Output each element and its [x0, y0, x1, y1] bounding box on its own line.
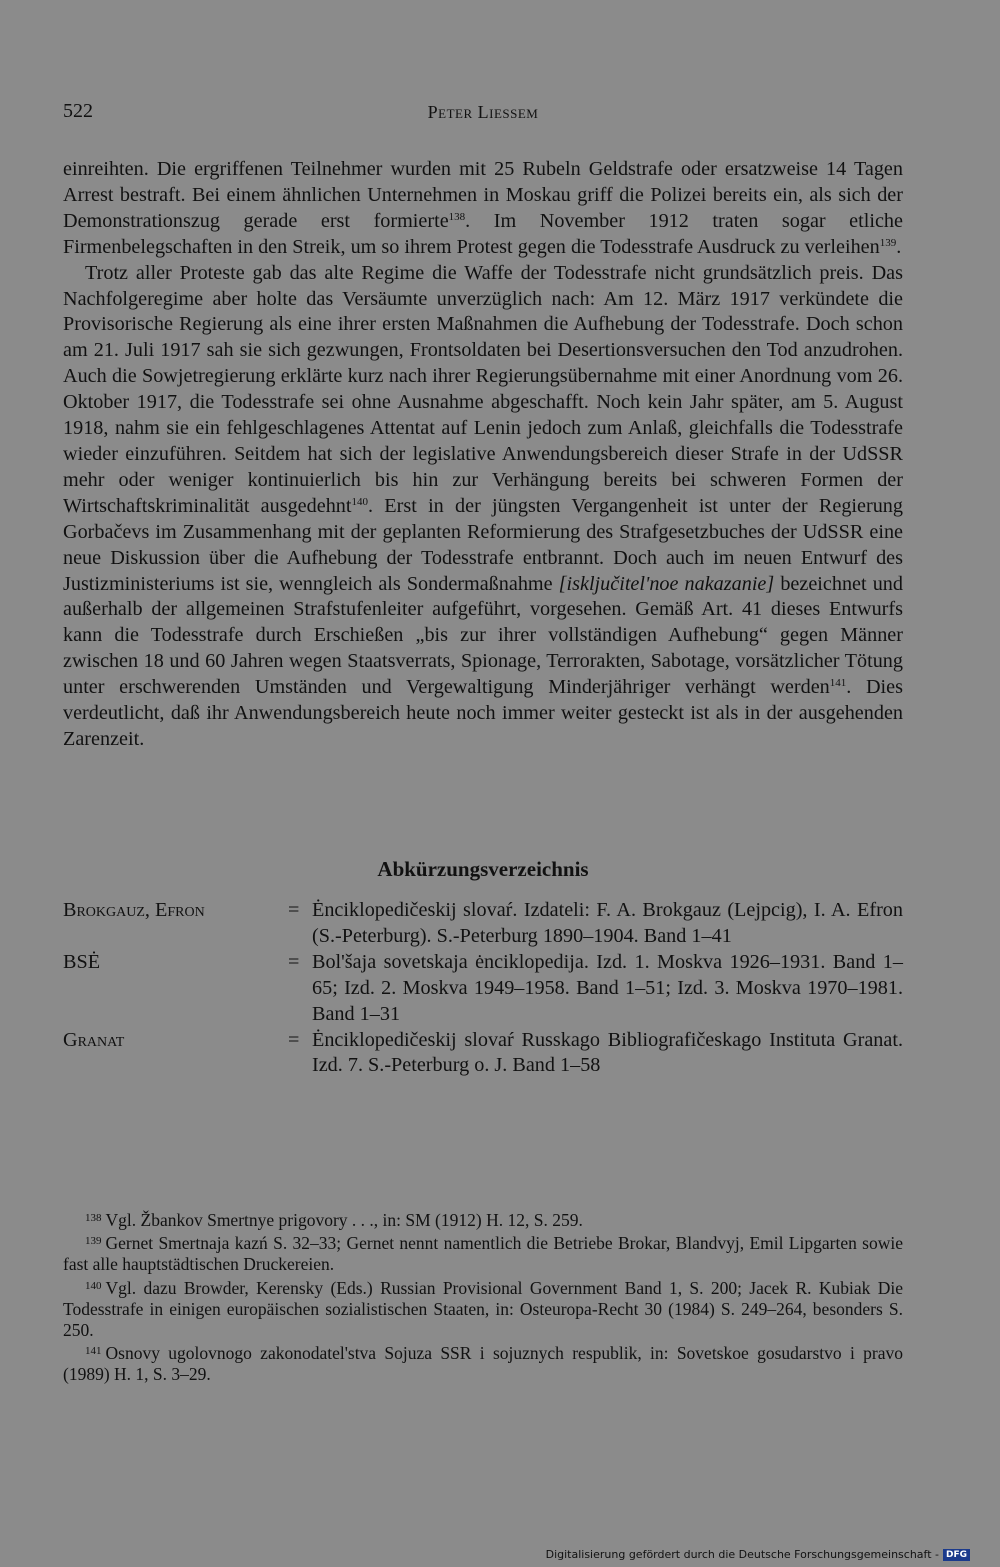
abbreviation-key: BSĖ: [63, 950, 101, 973]
footnote-text: Gernet Smertnaja kazń S. 32–33; Gernet nennt namentlich die Betriebe Brokar, Blandvyj, Emil Lipgarten sowie fast alle hauptstädtischen Druckereien.: [63, 1233, 903, 1275]
footnote-140: [63, 1276, 903, 1342]
footnote-text: Vgl. Žbankov Smertnye prigovory . . ., in: SM (1912) H. 12, S. 259.: [105, 1210, 583, 1230]
equals-sign: =: [288, 899, 300, 921]
footnote-number: 141: [85, 1345, 102, 1358]
credit-text: Digitalisierung gefördert durch die Deutsche Forschungsgemeinschaft -: [545, 1548, 939, 1561]
footnote-138: [63, 1208, 903, 1231]
paragraph-text: .: [896, 235, 902, 258]
abbreviation-value: Ėnciklopedičeskij slovaŕ Russkago Bibliografičeskago Instituta Granat. Izd. 7. S.-Peterburg o. J. Band 1–58: [312, 1028, 903, 1077]
abbreviation-list: [63, 898, 903, 1079]
page-number: 522: [63, 100, 93, 122]
paragraph-2: [63, 261, 903, 753]
paragraph-text: . Im November 1912 traten sogar etliche Firmenbelegschaften in den Streik, um so ihrem Protest gegen die Todesstrafe Ausdruck zu verleihen: [63, 209, 903, 258]
abbreviation-row: [63, 898, 903, 950]
page-header: [63, 100, 903, 130]
abbreviation-value: Bol'šaja sovetskaja ėnciklopedija. Izd. 1. Moskva 1926–1931. Band 1–65; Izd. 2. Moskva 1949–1958. Band 1–51; Izd. 3. Moskva 1970–1981. Band 1–31: [312, 950, 903, 1025]
footnote-number: 140: [85, 1279, 102, 1292]
abbreviation-row: [63, 1028, 903, 1080]
footnote-text: Vgl. dazu Browder, Kerensky (Eds.) Russian Provisional Government Band 1, S. 200; Jacek R. Kubiak Die Todesstrafe in einigen europäischen sozialistischen Staaten, in: Osteuropa-Recht 30 (1984) S. 249–264, besonders S. 250.: [63, 1277, 903, 1341]
paragraph-text: bezeichnet und außerhalb der allgemeinen Strafstufenleiter aufgeführt, vorgesehen. Gemäß Art. 41 dieses Entwurfs kann die Todesstrafe durch Erschießen „bis zur ihrer vollständigen Aufhebung“ gegen Männer zwischen 18 und 60 Jahren wegen Staatsverrats, Spionage, Terrorakten, Sabotage, vorsätzlicher Tötung unter erschwerenden Umständen und Vergewaltigung Minderjähriger verhängt werden: [63, 572, 903, 699]
footnote-ref-140: 140: [351, 495, 368, 508]
section-title: Abkürzungsverzeichnis: [377, 857, 589, 881]
abbreviation-key: Granat: [63, 1028, 125, 1051]
paragraph-1: [63, 157, 903, 261]
equals-sign: =: [288, 1028, 300, 1051]
footnote-number: 138: [85, 1212, 102, 1224]
footnotes: [63, 1208, 903, 1386]
footnote-139: [63, 1231, 903, 1275]
paragraph-text: . Dies verdeutlicht, daß ihr Anwendungsbereich heute noch immer weiter gesteckt ist als in der ausgehenden Zarenzeit.: [63, 676, 903, 750]
abbreviation-row: [63, 950, 903, 1028]
body-text: [63, 157, 903, 753]
italic-term: [isključitel'noe nakazanie]: [558, 572, 775, 595]
digitization-credit: [546, 1548, 970, 1561]
footnote-number: 139: [85, 1235, 102, 1248]
footnote-ref-141: 141: [829, 677, 847, 690]
dfg-logo: DFG: [943, 1549, 970, 1561]
footnote-text: Osnovy ugolovnogo zakonodatel'stva Sojuza SSR i sojuznych respublik, in: Sovetskoe gosudarstvo i pravo (1989) H. 1, S. 3–29.: [63, 1343, 903, 1385]
abbreviation-key: Brokgauz, Efron: [63, 899, 205, 921]
paragraph-text: einreihten. Die ergriffenen Teilnehmer wurden mit 25 Rubeln Geldstrafe oder ersatzweise 14 Tagen Arrest bestraft. Bei einem ähnlichen Unternehmen in Moskau griff die Polizei bereits ein, als sich der Demonstrationszug gerade erst formierte: [63, 158, 903, 232]
running-head: Peter Liessem: [427, 102, 539, 122]
paragraph-text: . Erst in der jüngsten Vergangenheit ist unter der Regierung Gorbačevs im Zusammenhang mit der geplanten Reformierung des Strafgesetzbuches der UdSSR eine neue Diskussion über die Aufhebung der Todesstrafe entbrannt. Doch auch im neuen Entwurf des Justizministeriums ist sie, wenngleich als Sondermaßnahme: [63, 494, 903, 595]
footnote-ref-139: 139: [879, 236, 897, 249]
footnote-ref-138: 138: [448, 210, 466, 223]
equals-sign: =: [288, 950, 300, 973]
paragraph-text: Trotz aller Proteste gab das alte Regime die Waffe der Todesstrafe nicht grundsätzlich preis. Das Nachfolgeregime aber holte das Versäumte unverzüglich nach: Am 12. März 1917 verkündete die Provisorische Regierung als eine ihrer ersten Maßnahmen die Aufhebung der Todesstrafe. Doch schon am 21. Juli 1917 sah sie sich gezwungen, Frontsoldaten bei Desertionsversuchen den Tod anzudrohen. Auch die Sowjetregierung erklärte kurz nach ihrer Regierungsübernahme mit einer Anordnung vom 26. Oktober 1917, die Todesstrafe sei ohne Ausnahme abgeschafft. Noch kein Jahr später, am 5. August 1918, nahm sie ein fehlgeschlagenes Attentat auf Lenin jedoch zum Anlaß, gleichfalls die Todesstrafe wieder einzuführen. Seitdem hat sich der legislative Anwendungsbereich dieser Strafe in der UdSSR mehr oder weniger kontinuierlich bis hin zur Verhängung bereits bei schweren Formen der Wirtschaftskriminalität ausgedehnt: [63, 261, 903, 517]
footnote-141: [63, 1341, 903, 1385]
abbreviation-value: Ėnciklopedičeskij slovaŕ. Izdateli: F. A. Brokgauz (Lejpcig), I. A. Efron (S.-Peterburg). S.-Peterburg 1890–1904. Band 1–41: [312, 899, 903, 947]
